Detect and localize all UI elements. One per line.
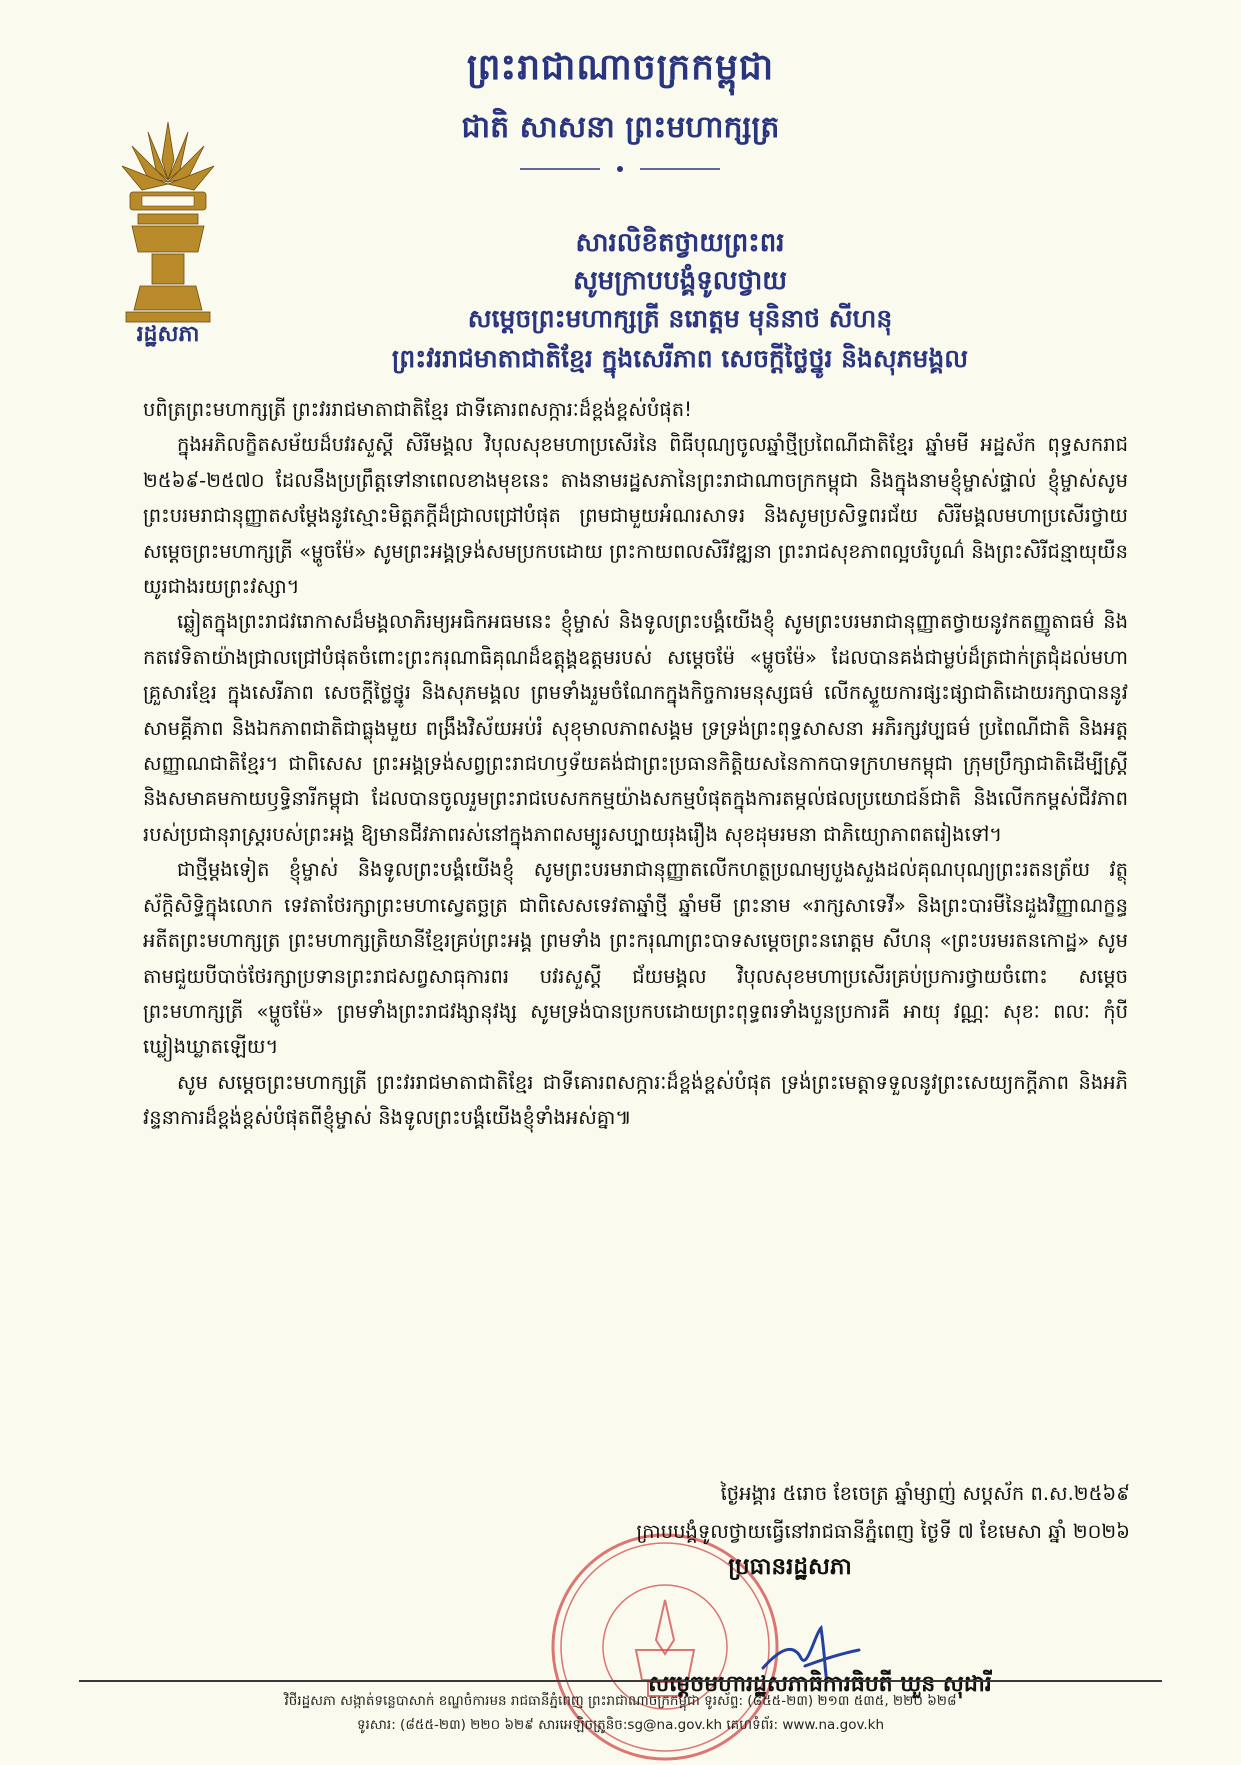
- national-assembly-emblem-icon: [118, 120, 218, 352]
- body-paragraph-2: ក្នុងអភិលក្ខិតសម័យដ៏បវរសួស្ដី សិរីមង្គល វិបុលសុខមហាប្រសើរនៃ ពិធីបុណ្យចូលឆ្នាំថ្មីប្រពៃណីជាតិខ្មែរ ឆ្នាំមមី អដ្ឋស័ក ពុទ្ធសករាជ ២៥៦៩-២៥៧០ ដែលនឹងប្រព្រឹត្តទៅនាពេលខាងមុខនេះ តាងនាមរដ្ឋសភានៃព្រះរាជាណាចក្រកម្ពុជា និងក្នុងនាមខ្ញុំម្ចាស់ផ្ទាល់ ខ្ញុំម្ចាស់សូមព្រះបរមរាជានុញ្ញាតសម្ដែងនូវស្មោះមិត្តភក្ដីដ៏ជ្រាលជ្រៅបំផុត ព្រមជាមួយអំណរសាទរ និងសូមប្រសិទ្ធពរជ័យ សិរីមង្គលមហាប្រសើរថ្វាយ សម្ដេចព្រះមហាក្សត្រី «ម្ហូចម៉ែ» សូមព្រះអង្គទ្រង់សមប្រកបដោយ ព្រះកាយពលសិរីវឌ្ឍនា ព្រះរាជសុខភាពល្អបរិបូណ៌ និងព្រះសិរីជន្មាយុយឺនយូរជាងរយព្រះវស្សា។: [143, 433, 1128, 599]
- lunar-date: ថ្ងៃអង្គារ ៥រោច ខែចេត្រ ឆ្នាំម្សាញ់ សប្តស័ក ព.ស.២៥៦៩: [720, 1482, 1130, 1505]
- body-paragraph-1: បពិត្រព្រះមហាក្សត្រី ព្រះវររាជមាតាជាតិខ្មែរ ជាទីគោរពសក្ការៈដ៏ខ្ពង់ខ្ពស់បំផុត!: [143, 398, 692, 421]
- signer-name: សម្ដេចមហារដ្ឋសភាធិការធិបតី ឃួន សុដារី: [648, 1672, 992, 1697]
- body-paragraph-3: ឆ្លៀតក្នុងព្រះរាជវរោកាសដ៏មង្គលាភិរម្យអធិកអធមនេះ ខ្ញុំម្ចាស់ និងទូលព្រះបង្គំយើងខ្ញុំ សូមព្រះបរមរាជានុញ្ញាតថ្វាយនូវកតញ្ញូតាធម៌ និងកតវេទិតាយ៉ាងជ្រាលជ្រៅបំផុតចំពោះព្រះករុណាធិគុណដ៏ឧត្ដុង្គឧត្ដមរបស់ សម្ដេចម៉ែ «ម្ហូចម៉ែ» ដែលបានគង់ជាម្លប់ដ៏ត្រជាក់ត្រជុំដល់មហាគ្រួសារខ្មែរ ក្នុងសេរីភាព សេចក្ដីថ្លៃថ្នូរ និងសុភមង្គល ព្រមទាំងរួមចំណែកក្នុងកិច្ចការមនុស្សធម៌ លើកស្ទួយការផ្សះផ្សាជាតិដោយរក្សាបាននូវសាមគ្គីភាព និងឯកភាពជាតិជាធ្លុងមួយ ពង្រឹងវិស័យអប់រំ សុខុមាលភាពសង្គម ទ្រទ្រង់ព្រះពុទ្ធសាសនា អភិរក្សវប្បធម៌ ប្រពៃណីជាតិ និងអត្តសញ្ញាណជាតិខ្មែរ។ ជាពិសេស ព្រះអង្គទ្រង់សព្វព្រះរាជហឫទ័យគង់ជាព្រះប្រធានកិត្តិយសនៃកាកបាទក្រហមកម្ពុជា ក្រុមប្រឹក្សាជាតិដើម្បីស្ត្រី និងសមាគមកាយឫទ្ធិនារីកម្ពុជា ដែលបានចូលរួមព្រះរាជបេសកកម្មយ៉ាងសកម្មបំផុតក្នុងការតម្កល់ផលប្រយោជន៍ជាតិ និងលើកកម្ពស់ជីវភាពរបស់ប្រជានុរាស្ត្ររបស់ព្រះអង្គ ឱ្យមានជីវភាពរស់នៅក្នុងភាពសម្បូរសប្បាយរុងរឿង សុខដុមរមនា ជាភិយ្យោភាពតរៀងទៅ។: [143, 610, 1128, 846]
- body-paragraph-5: សូម សម្ដេចព្រះមហាក្សត្រី ព្រះវររាជមាតាជាតិខ្មែរ ជាទីគោរពសក្ការៈដ៏ខ្ពង់ខ្ពស់បំផុត ទ្រង់ព្រះមេត្តាទទួលនូវព្រះសេយ្យកក្ដីភាព និងអភិវន្ទនាការដ៏ខ្ពង់ខ្ពស់បំផុតពីខ្ញុំម្ចាស់ និងទូលព្រះបង្គំយើងខ្ញុំទាំងអស់គ្នា៕: [143, 1070, 1128, 1130]
- letter-body: [143, 392, 1128, 1136]
- signer-title: ប្រធានរដ្ឋសភា: [728, 1554, 852, 1580]
- letter-salutation: សូមក្រាបបង្គំទូលថ្វាយ: [572, 266, 788, 296]
- letter-title: សារលិខិតថ្វាយព្រះពរ: [575, 228, 785, 258]
- kingdom-header: ព្រះរាជាណាចក្រកម្ពុជា: [466, 46, 775, 88]
- body-paragraph-4: ជាថ្មីម្ដងទៀត ខ្ញុំម្ចាស់ និងទូលព្រះបង្គំយើងខ្ញុំ សូមព្រះបរមរាជានុញ្ញាតលើកហត្ថប្រណម្យបួងសួងដល់គុណបុណ្យព្រះរតនត្រ័យ វត្ថុស័ក្ដិសិទ្ធិក្នុងលោក ទេវតាថែរក្សាព្រះមហាស្វេតច្ឆត្រ ជាពិសេសទេវតាឆ្នាំថ្មី ឆ្នាំមមី ព្រះនាម «រាក្សសាទេវី» និងព្រះបារមីនៃដួងវិញ្ញាណក្ខន្ធអតីតព្រះមហាក្សត្រ ព្រះមហាក្សត្រិយានីខ្មែរគ្រប់ព្រះអង្គ ព្រមទាំង ព្រះករុណាព្រះបាទសម្ដេចព្រះនរោត្ដម សីហនុ «ព្រះបរមរតនកោដ្ឋ» សូមតាមជួយបីបាច់ថែរក្សាប្រទានព្រះរាជសព្វសាធុការពរ បវរសួស្ដី ជ័យមង្គល វិបុលសុខមហាប្រសើរគ្រប់ប្រការថ្វាយចំពោះ សម្ដេចព្រះមហាក្សត្រី «ម្ហូចម៉ែ» ព្រមទាំងព្រះរាជវង្សានុវង្ស សូមទ្រង់បានប្រកបដោយព្រះពុទ្ធពរទាំងបួនប្រការគឺ អាយុ វណ្ណៈ សុខៈ ពលៈ កុំបីឃ្លៀងឃ្លាតឡើយ។: [143, 858, 1128, 1059]
- footer-address: វិថីរដ្ឋសភា សង្កាត់ទន្លេបាសាក់ ខណ្ឌចំការមន រាជធានីភ្នំពេញ ព្រះរាជាណាចក្រកម្ពុជា ទូរស័ព្ទ: (៨៥៥-២៣) ២១៣ ៥៣៥, ២២០ ៦២៨: [284, 1693, 957, 1709]
- footer-divider: [79, 1680, 1162, 1682]
- date-block: [470, 1475, 1130, 1551]
- footer-contact: ទូរសារ: (៨៥៥-២៣) ២២០ ៦២៩ សារអេឡិចត្រូនិច:sg@na.gov.kh គេហទំព័រ: www.na.gov.kh: [356, 1717, 885, 1733]
- organization-name: រដ្ឋសភា: [136, 322, 200, 347]
- recipient-name: សម្ដេចព្រះមហាក្សត្រី នរោត្ដម មុនិនាថ សីហនុ: [467, 304, 893, 333]
- solar-date: ក្រាបបង្គំទូលថ្វាយធ្វើនៅរាជធានីភ្នំពេញ ថ្ងៃទី ៧ ខែមេសា ឆ្នាំ ២០២៦: [636, 1520, 1130, 1543]
- national-motto: ជាតិ សាសនា ព្រះមហាក្សត្រ: [461, 110, 780, 145]
- recipient-title: ព្រះវររាជមាតាជាតិខ្មែរ ក្នុងសេរីភាព សេចក្ដីថ្លៃថ្នូរ និងសុភមង្គល: [391, 344, 969, 373]
- motto-divider: [520, 164, 720, 174]
